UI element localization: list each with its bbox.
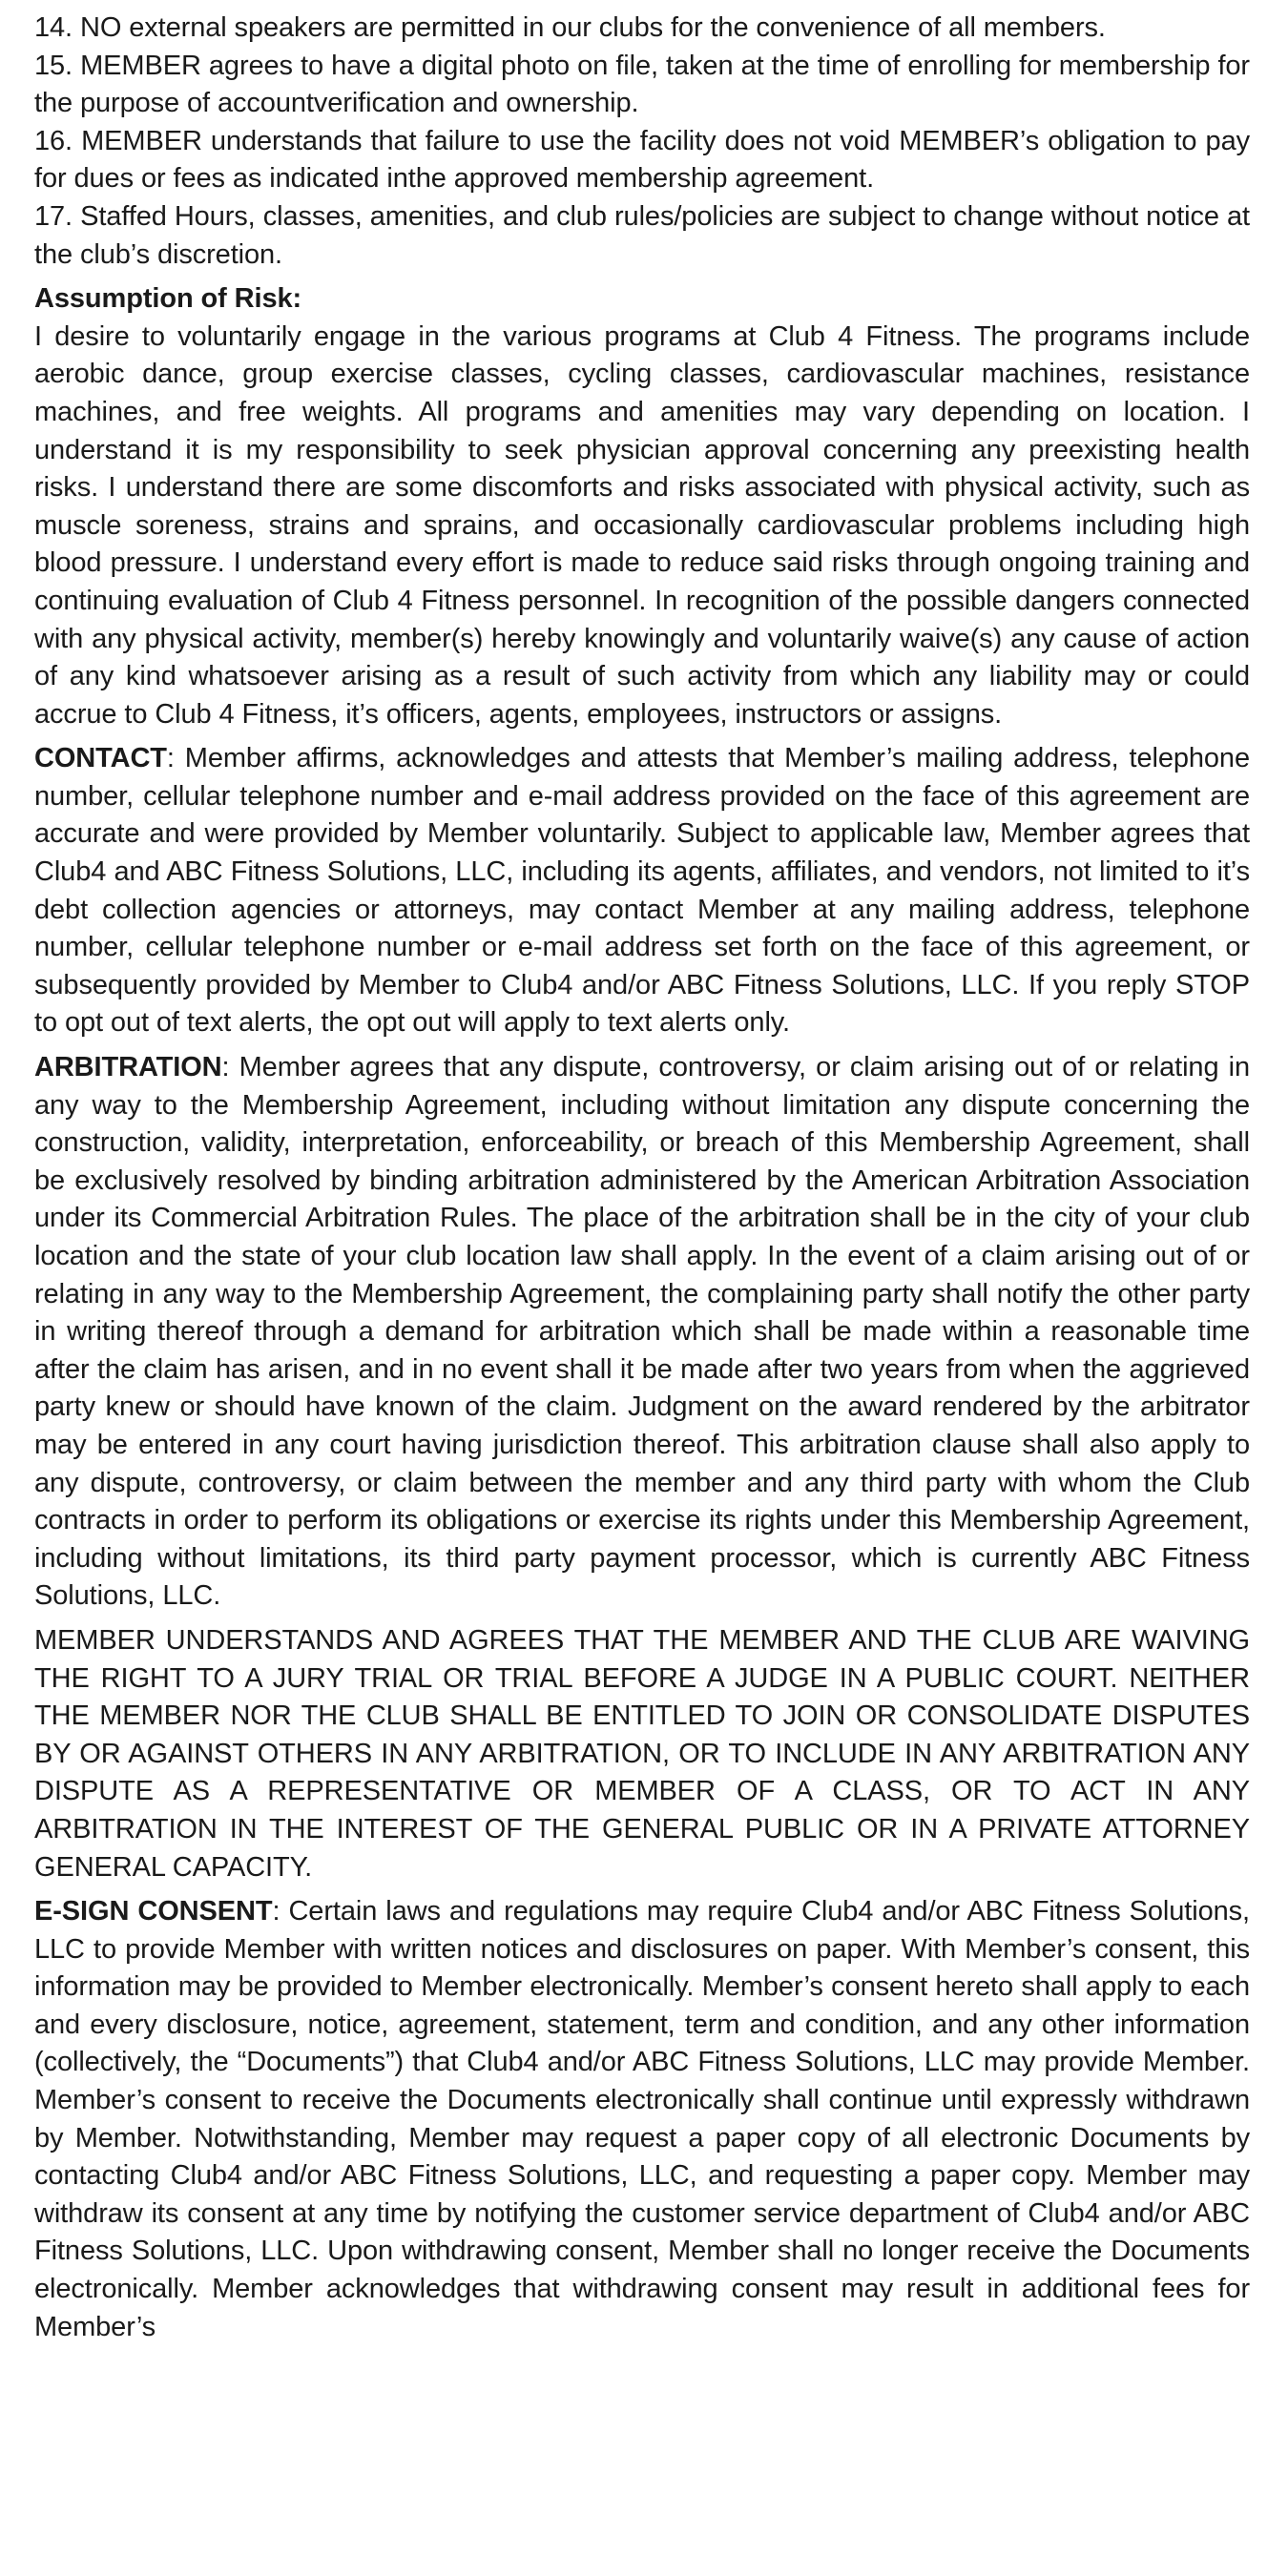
assumption-of-risk-text: I desire to voluntarily engage in the various programs at Club 4 Fitness. The programs include aerobic dance, group exercise classes, cycling classes, cardiovascular machines, resistance machines, and free weights. All programs and amenities may vary depending on location. I understand it is my responsibility to seek physician approval concerning any preexisting health risks. I understand there are some discomforts and risks associated with physical activity, such as muscle soreness, strains and sprains, and occasionally cardiovascular problems including high blood pressure. I understand every effort is made to reduce said risks through ongoing training and continuing evaluation of Club 4 Fitness personnel. In recognition of the possible dangers connected with any physical activity, member(s) hereby knowingly and voluntarily waive(s) any cause of action of any kind whatsoever arising as a result of such activity from which any liability may or could accrue to Club 4 Fitness, it’s officers, agents, employees, instructors or assigns. bbox=[34, 320, 1250, 730]
arbitration-section bbox=[34, 1049, 1250, 1616]
contact-text: : Member affirms, acknowledges and attests that Member’s mailing address, telephone number, cellular telephone number and e-mail address provided on the face of this agreement are accurate and were provided by Member voluntarily. Subject to applicable law, Member agrees that Club4 and ABC Fitness Solutions, LLC, including its agents, affiliates, and vendors, not limited to it’s debt collection agencies or attorneys, may contact Member at any mailing address, telephone number, cellular telephone number or e-mail address set forth on the face of this agreement, or subsequently provided by Member to Club4 and/or ABC Fitness Solutions, LLC. If you reply STOP to opt out of text alerts, the opt out will apply to text alerts only. bbox=[34, 743, 1250, 1039]
rule-16: 16. MEMBER understands that failure to use the facility does not void MEMBER’s obligation to pay for dues or fees as indicated inthe approved membership agreement. bbox=[34, 125, 1250, 195]
arbitration-text: : Member agrees that any dispute, controversy, or claim arising out of or relating in any way to the Membership Agreement, including without limitation any dispute concerning the construction, validity, interpretation, enforceability, or breach of this Membership Agreement, shall be exclusively resolved by binding arbitration administered by the American Arbitration Association under its Commercial Arbitration Rules. The place of the arbitration shall be in the city of your club location and the state of your club location law shall apply. In the event of a claim arising out of or relating in any way to the Membership Agreement, the complaining party shall notify the other party in writing thereof through a demand for arbitration which shall be made within a reasonable time after the claim has arisen, and in no event shall it be made after two years from when the aggrieved party knew or should have known of the claim. Judgment on the award rendered by the arbitrator may be entered in any court having jurisdiction thereof. This arbitration clause shall also apply to any dispute, controversy, or claim between the member and any third party with whom the Club contracts in order to perform its obligations or exercise its rights under this Membership Agreement, including without limitations, its third party payment processor, which is currently ABC Fitness Solutions, LLC. bbox=[34, 1052, 1250, 1612]
assumption-of-risk-heading: Assumption of Risk: bbox=[34, 283, 302, 315]
contact-section bbox=[34, 740, 1250, 1042]
rule-15: 15. MEMBER agrees to have a digital photo on file, taken at the time of enrolling for membership for the purpose of accountverification and ownership. bbox=[34, 50, 1250, 119]
arbitration-label: ARBITRATION bbox=[34, 1052, 222, 1083]
esign-consent-section bbox=[34, 1893, 1250, 2346]
rule-14: 14. NO external speakers are permitted in our clubs for the convenience of all members. bbox=[34, 12, 1106, 43]
esign-consent-text: : Certain laws and regulations may require Club4 and/or ABC Fitness Solutions, LLC to provide Member with written notices and disclosures on paper. With Member’s consent, this information may be provided to Member electronically. Member’s consent hereto shall apply to each and every disclosure, notice, agreement, statement, term and condition, and any other information (collectively, the “Documents”) that Club4 and/or ABC Fitness Solutions, LLC may provide Member. Member’s consent to receive the Documents electronically shall continue until expressly withdrawn by Member. Notwithstanding, Member may request a paper copy of all electronic Documents by contacting Club4 and/or ABC Fitness Solutions, LLC, and requesting a paper copy. Member may withdraw its consent at any time by notifying the customer service department of Club4 and/or ABC Fitness Solutions, LLC. Upon withdrawing consent, Member shall no longer receive the Documents electronically. Member acknowledges that withdrawing consent may result in additional fees for Member’s bbox=[34, 1896, 1250, 2342]
rule-17: 17. Staffed Hours, classes, amenities, and club rules/policies are subject to change without notice at the club’s discretion. bbox=[34, 200, 1250, 270]
esign-consent-label: E-SIGN CONSENT bbox=[34, 1896, 273, 1927]
contact-label: CONTACT bbox=[34, 743, 167, 774]
jury-waiver-section: MEMBER UNDERSTANDS AND AGREES THAT THE MEMBER AND THE CLUB ARE WAIVING THE RIGHT TO A JURY TRIAL OR TRIAL BEFORE A JUDGE IN A PUBLIC COURT. NEITHER THE MEMBER NOR THE CLUB SHALL BE ENTITLED TO JOIN OR CONSOLIDATE DISPUTES BY OR AGAINST OTHERS IN ANY ARBITRATION, OR TO INCLUDE IN ANY ARBITRATION ANY DISPUTE AS A REPRESENTATIVE OR MEMBER OF A CLASS, OR TO ACT IN ANY ARBITRATION IN THE INTEREST OF THE GENERAL PUBLIC OR IN A PRIVATE ATTORNEY GENERAL CAPACITY. bbox=[34, 1624, 1250, 1883]
